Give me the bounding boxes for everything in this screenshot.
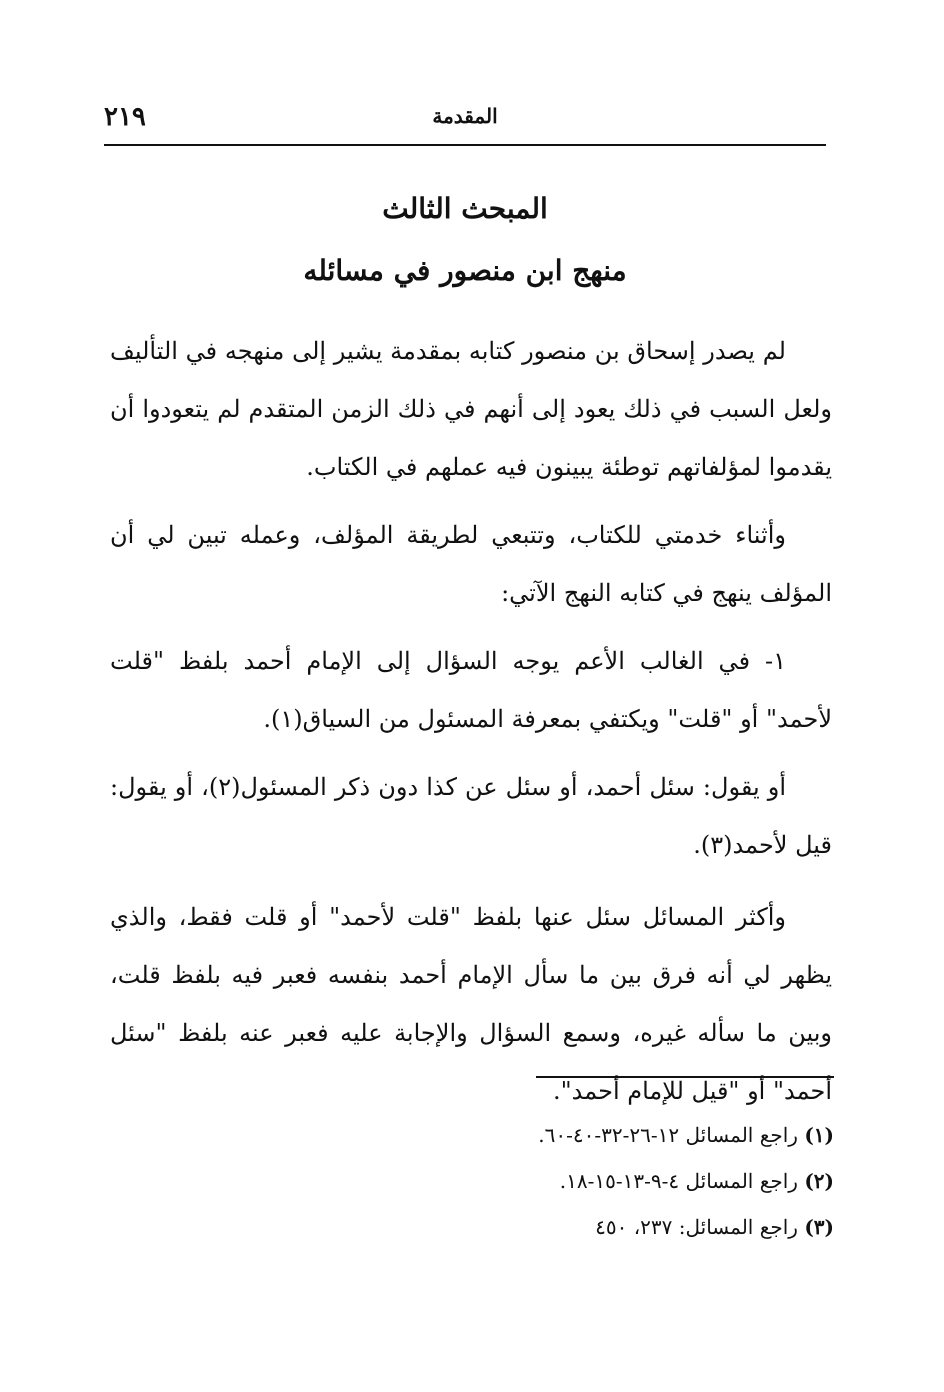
footnote-text: راجع المسائل ٤-٩-١٣-١٥-١٨. — [559, 1169, 798, 1193]
running-head: المقدمة — [432, 104, 498, 128]
footnote-text: راجع المسائل ١٢-٢٦-٣٢-٤٠-٦٠. — [538, 1123, 798, 1147]
footnote-text: راجع المسائل: ٢٣٧، ٤٥٠ — [595, 1215, 798, 1239]
paragraph-3: ١- في الغالب الأعم يوجه السؤال إلى الإمام أحمد بلفظ "قلت لأحمد" أو "قلت" ويكتفي بمعرفة المسئول من السياق(١). — [110, 647, 832, 733]
paragraph-2: وأثناء خدمتي للكتاب، وتتبعي لطريقة المؤلف، وعمله تبين لي أن المؤلف ينهج في كتابه النهج الآتي: — [110, 521, 832, 607]
paragraph-1: لم يصدر إسحاق بن منصور كتابه بمقدمة يشير إلى منهجه في التأليف ولعل السبب في ذلك يعود إلى أنهم في ذلك الزمن المتقدم لم يتعودوا أن يقدموا لمؤلفاتهم توطئة يبينون فيه عملهم في الكتاب. — [110, 337, 832, 481]
paragraph-4: أو يقول: سئل أحمد، أو سئل عن كذا دون ذكر المسئول(٢)، أو يقول: قيل لأحمد(٣). — [110, 773, 832, 859]
section-subtitle: منهج ابن منصور في مسائله — [303, 254, 627, 287]
footnote-mark: (٣) — [804, 1215, 834, 1239]
footnote-mark: (١) — [804, 1123, 834, 1147]
footnote-2 — [300, 1158, 834, 1204]
page-header — [104, 96, 826, 136]
footnote-3 — [300, 1204, 834, 1250]
footnote-mark: (٢) — [804, 1169, 834, 1193]
footnote-rule — [536, 1076, 834, 1078]
page-number: ٢١٩ — [104, 102, 146, 132]
section-title: المبحث الثالث — [382, 192, 548, 225]
paragraph-5: وأكثر المسائل سئل عنها بلفظ "قلت لأحمد" أو قلت فقط، والذي يظهر لي أنه فرق بين ما سأل الإمام أحمد بنفسه فعبر فيه بلفظ قلت، وبين ما سأله غيره، وسمع السؤال والإجابة عليه فعبر عنه بلفظ "سئل أحمد" أو "قيل للإمام أحمد". — [110, 903, 832, 1105]
header-rule — [104, 144, 826, 146]
body-text — [110, 322, 832, 1120]
footnote-1 — [300, 1112, 834, 1158]
footnotes — [300, 1112, 834, 1250]
